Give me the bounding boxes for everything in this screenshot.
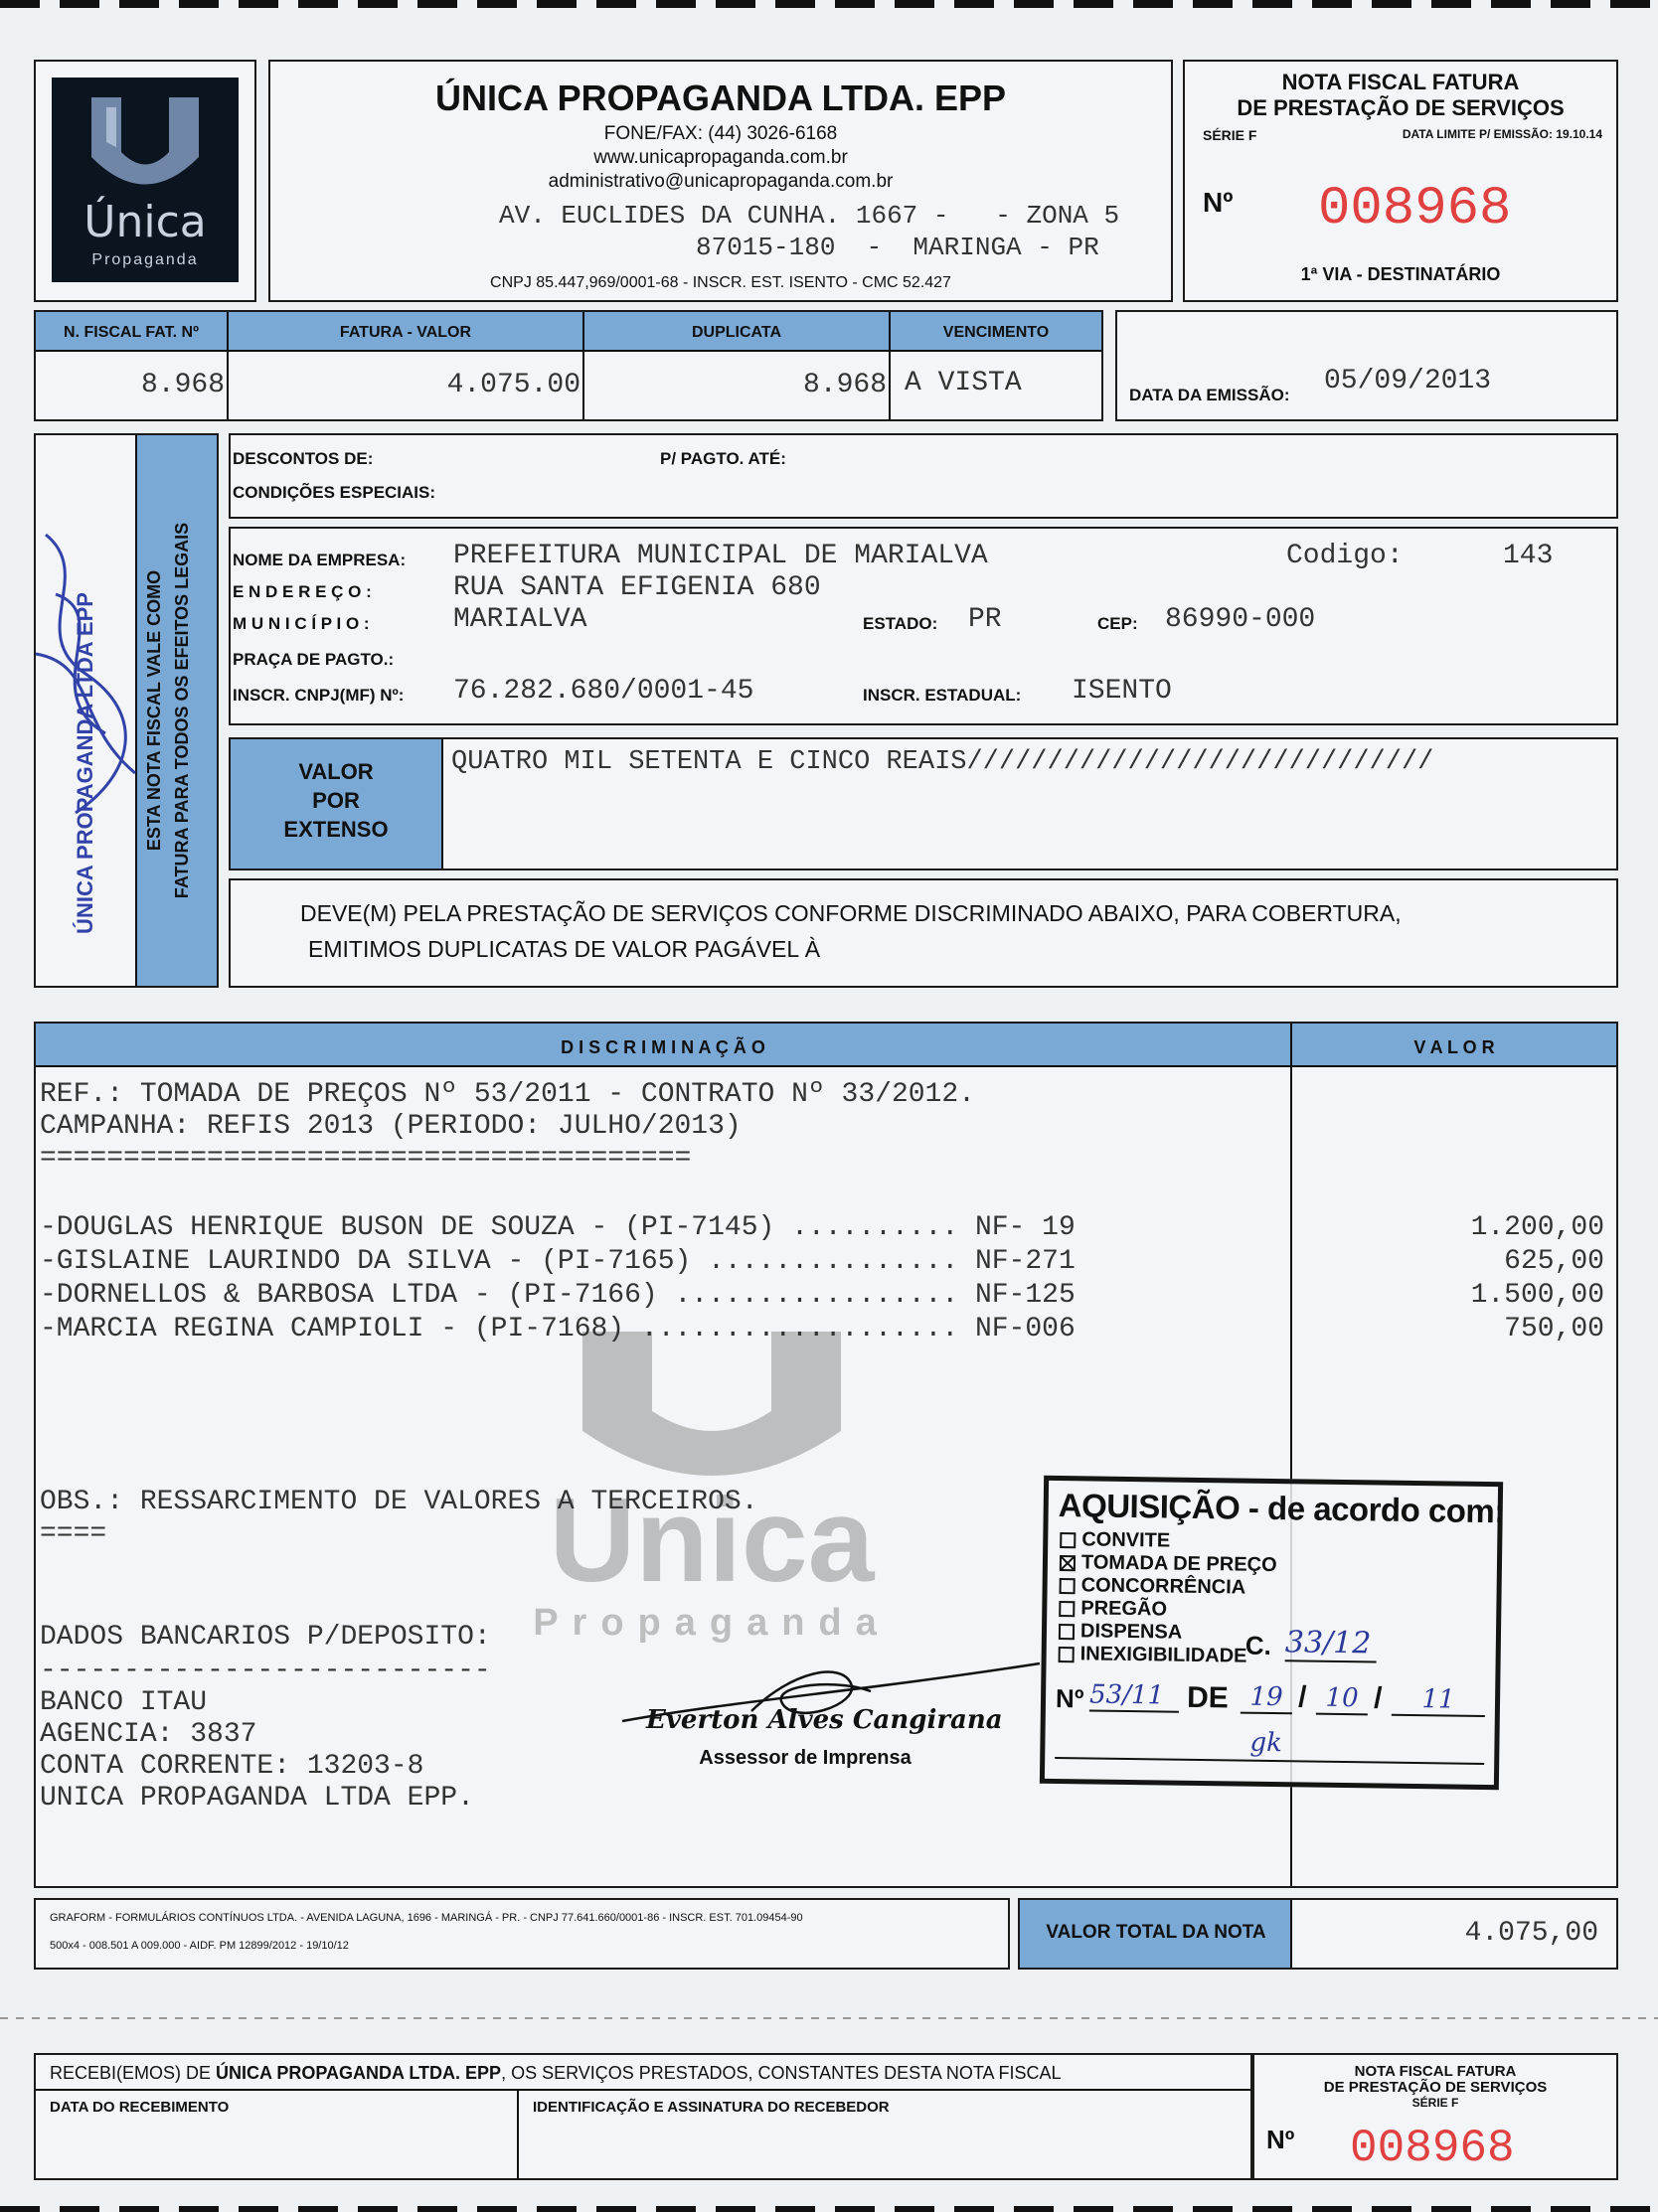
- descontos-label: DESCONTOS DE:: [233, 449, 374, 468]
- side-signature-scribble: [16, 515, 175, 833]
- cnpj-value: 76.282.680/0001-45: [453, 676, 754, 707]
- cnpj-label: INSCR. CNPJ(MF) Nº:: [233, 686, 405, 705]
- side-legal-line-2: FATURA PARA TODOS OS EFEITOS LEGAIS: [172, 522, 192, 899]
- conta-line: CONTA CORRENTE: 13203-8: [40, 1751, 424, 1782]
- client-box: [229, 527, 1618, 725]
- side-legal-box: [34, 433, 219, 988]
- invoice-number: 008968: [1318, 179, 1512, 239]
- perforation-bottom: [0, 2206, 1658, 2212]
- item-line: -DORNELLOS & BARBOSA LTDA - (PI-7166) ................. NF-125: [40, 1280, 1076, 1311]
- watermark-u-icon: [563, 1322, 861, 1481]
- aquisicao-stamp: [1040, 1476, 1506, 1790]
- side-company-stamp: ÚNICA PROPAGANDA LTDA EPP: [73, 592, 97, 934]
- company-name: ÚNICA PROPAGANDA LTDA. EPP: [434, 78, 1006, 118]
- company-logo: [52, 78, 239, 282]
- item-value: 625,00: [1504, 1246, 1604, 1277]
- invoice-title-2: DE PRESTAÇÃO DE SERVIÇOS: [1237, 95, 1565, 120]
- stamp-c-value: 33/12: [1285, 1625, 1378, 1662]
- endereco-value: RUA SANTA EFIGENIA 680: [453, 572, 821, 603]
- discriminacao-box: [34, 1022, 1618, 1888]
- perforation-top: [0, 0, 1658, 8]
- extenso-label-2: POR: [312, 788, 360, 813]
- invoice-via: 1ª VIA - DESTINATÁRIO: [1300, 264, 1501, 284]
- item-value: 1.500,00: [1470, 1280, 1604, 1311]
- col-divider-3: [889, 312, 891, 419]
- receipt-text-prefix: RECEBI(EMOS) DE: [50, 2063, 212, 2083]
- receipt-divider-h: [36, 2089, 1250, 2091]
- checkbox-icon: [1059, 1624, 1075, 1640]
- checkbox-icon: [1060, 1532, 1076, 1548]
- stamp-n-label: Nº: [1055, 1682, 1084, 1714]
- extenso-box: [229, 737, 1618, 870]
- receipt-title-1: NOTA FISCAL FATURA: [1354, 2063, 1517, 2080]
- watermark-sub: Propaganda: [533, 1602, 891, 1644]
- descontos-box: [229, 433, 1618, 519]
- side-legal-line-1: ESTA NOTA FISCAL VALE COMO: [144, 569, 164, 852]
- nome-value: PREFEITURA MUNICIPAL DE MARIALVA: [453, 541, 988, 571]
- estado-label: ESTADO:: [863, 614, 938, 633]
- col-vencimento-header: VENCIMENTO: [942, 324, 1050, 341]
- receipt-text-suffix: , OS SERVIÇOS PRESTADOS, CONSTANTES DESTA NOTA FISCAL: [501, 2063, 1062, 2083]
- condicoes-label: CONDIÇÕES ESPECIAIS:: [233, 483, 436, 502]
- company-address-1: AV. EUCLIDES DA CUNHA. 1667 - - ZONA 5: [499, 201, 1120, 231]
- campanha-line: CAMPANHA: REFIS 2013 (PERIODO: JULHO/2013): [40, 1111, 742, 1142]
- dados-bancarios-line: DADOS BANCARIOS P/DEPOSITO:: [40, 1622, 491, 1653]
- stamp-option: INEXIGIBILIDADE: [1059, 1643, 1276, 1668]
- col-divider-2: [582, 312, 584, 419]
- cep-label: CEP:: [1097, 614, 1138, 633]
- logo-box: [34, 60, 256, 302]
- stamp-title: AQUISIÇÃO - de acordo com:: [1058, 1486, 1506, 1530]
- receipt-box: [34, 2053, 1252, 2180]
- stamp-date-month: 10: [1316, 1683, 1368, 1716]
- invoice-number-label: Nº: [1203, 187, 1234, 218]
- deve-line-2: EMITIMOS DUPLICATAS DE VALOR PAGÁVEL À: [308, 936, 821, 962]
- fatura-value: 4.075.00: [446, 370, 580, 400]
- item-line: -MARCIA REGINA CAMPIOLI - (PI-7168) ................... NF-006: [40, 1314, 1076, 1344]
- nome-label: NOME DA EMPRESA:: [233, 551, 407, 569]
- stamp-de-label: DE: [1186, 1680, 1229, 1715]
- stamp-date-sep: /: [1373, 1681, 1383, 1715]
- u-logo-icon: [52, 78, 239, 197]
- summary-table: [34, 310, 1103, 421]
- signature-role: Assessor de Imprensa: [699, 1747, 912, 1769]
- municipio-value: MARIALVA: [453, 604, 587, 635]
- obs-line: OBS.: RESSARCIMENTO DE VALORES A TERCEIROS.: [40, 1487, 758, 1517]
- emissao-value: 05/09/2013: [1324, 366, 1492, 396]
- deve-line-1: DEVE(M) PELA PRESTAÇÃO DE SERVIÇOS CONFORME DISCRIMINADO ABAIXO, PARA COBERTURA,: [300, 900, 1402, 926]
- extenso-text: QUATRO MIL SETENTA E CINCO REAIS/////////////////////////////: [451, 747, 1434, 777]
- extenso-label-1: VALOR: [298, 759, 374, 784]
- separator-line: =======================================: [40, 1143, 692, 1174]
- banco-line: BANCO ITAU: [40, 1687, 208, 1718]
- col-nf-header: N. FISCAL FAT. Nº: [64, 324, 199, 341]
- identificacao-label: IDENTIFICAÇÃO E ASSINATURA DO RECEBEDOR: [533, 2099, 890, 2116]
- estado-value: PR: [968, 604, 1002, 635]
- stamp-date-sep: /: [1297, 1680, 1307, 1714]
- stamp-option: TOMADA DE PREÇO: [1060, 1551, 1277, 1577]
- extenso-label-box: [231, 739, 443, 869]
- codigo-label: Codigo:: [1286, 541, 1404, 571]
- codigo-value: 143: [1503, 541, 1554, 571]
- receipt-number: 008968: [1350, 2123, 1515, 2174]
- company-cnpj: CNPJ 85.447,969/0001-68 - INSCR. EST. ISENTO - CMC 52.427: [490, 274, 951, 291]
- col-fatura-header: FATURA - VALOR: [339, 324, 472, 341]
- stamp-option: CONCORRÊNCIA: [1059, 1574, 1276, 1600]
- checkbox-icon: [1059, 1601, 1075, 1617]
- emissao-label: DATA DA EMISSÃO:: [1129, 386, 1290, 404]
- receipt-serie: SÉRIE F: [1411, 2096, 1459, 2110]
- receipt-number-label: Nº: [1266, 2125, 1295, 2154]
- stamp-option: CONVITE: [1060, 1528, 1277, 1554]
- company-phone: FONE/FAX: (44) 3026-6168: [603, 123, 838, 144]
- checkbox-checked-icon: [1060, 1555, 1076, 1571]
- stamp-n-value: 53/11: [1089, 1679, 1179, 1712]
- item-value: 1.200,00: [1470, 1212, 1604, 1243]
- obs-separator: ====: [40, 1518, 107, 1549]
- endereco-label: E N D E R E Ç O :: [233, 582, 372, 601]
- checkbox-icon: [1059, 1647, 1075, 1662]
- extenso-label-3: EXTENSO: [283, 817, 389, 842]
- pagto-label: P/ PAGTO. ATÉ:: [660, 449, 786, 468]
- total-label: VALOR TOTAL DA NOTA: [1046, 1922, 1266, 1943]
- receipt-title-2: DE PRESTAÇÃO DE SERVIÇOS: [1323, 2079, 1548, 2096]
- receipt-text: [50, 2063, 1062, 2084]
- receipt-text-company: ÚNICA PROPAGANDA LTDA. EPP: [216, 2063, 502, 2083]
- dados-separator: ---------------------------: [40, 1656, 491, 1686]
- praca-label: PRAÇA DE PAGTO.:: [233, 650, 395, 669]
- stamp-signature-line: [1055, 1757, 1484, 1765]
- col-duplicata-header: DUPLICATA: [691, 324, 782, 341]
- company-website: www.unicapropaganda.com.br: [593, 147, 848, 168]
- checkbox-icon: [1060, 1578, 1076, 1594]
- cep-value: 86990-000: [1165, 604, 1316, 635]
- agencia-line: AGENCIA: 3837: [40, 1719, 257, 1750]
- logo-sub: Propaganda: [91, 251, 199, 268]
- stamp-option: DISPENSA: [1059, 1620, 1276, 1646]
- emissao-box: [1115, 310, 1618, 421]
- company-address-2: 87015-180 - MARINGA - PR: [696, 233, 1099, 262]
- item-line: -DOUGLAS HENRIQUE BUSON DE SOUZA - (PI-7145) .......... NF- 19: [40, 1212, 1076, 1243]
- duplicata-value: 8.968: [802, 370, 887, 400]
- company-box: [268, 60, 1173, 302]
- receipt-number-box: [1252, 2053, 1618, 2180]
- item-line: -GISLAINE LAURINDO DA SILVA - (PI-7165) ............... NF-271: [40, 1246, 1076, 1277]
- logo-word: Única: [83, 197, 207, 247]
- receipt-divider-v: [517, 2089, 519, 2178]
- printer-line-2: 500x4 - 008.501 A 009.000 - AIDF. PM 12899/2012 - 19/10/12: [50, 1940, 349, 1952]
- company-email: administrativo@unicapropaganda.com.br: [548, 171, 894, 192]
- stamp-date-year: 11: [1392, 1684, 1485, 1717]
- discriminacao-header: D I S C R I M I N A Ç Ã O: [561, 1037, 765, 1057]
- deve-box: [229, 878, 1618, 988]
- invoice-title-1: NOTA FISCAL FATURA: [1281, 70, 1520, 94]
- ie-label: INSCR. ESTADUAL:: [863, 686, 1022, 705]
- titular-line: UNICA PROPAGANDA LTDA EPP.: [40, 1783, 474, 1814]
- col-divider-1: [227, 312, 229, 419]
- ie-value: ISENTO: [1072, 676, 1172, 707]
- valor-header: V A L O R: [1413, 1037, 1495, 1057]
- invoice-number-box: [1183, 60, 1618, 302]
- municipio-label: M U N I C Í P I O :: [233, 614, 370, 633]
- stamp-initials: gk: [1249, 1727, 1283, 1759]
- total-value: 4.075,00: [1464, 1918, 1598, 1949]
- printer-box: [34, 1898, 1010, 1970]
- vencimento-value: A VISTA: [905, 368, 1022, 398]
- watermark-word: Unica: [549, 1474, 875, 1607]
- data-recebimento-label: DATA DO RECEBIMENTO: [50, 2099, 230, 2116]
- perforation-middle: [0, 2017, 1658, 2019]
- stamp-date-day: 19: [1241, 1682, 1292, 1715]
- invoice-date-limit: DATA LIMITE P/ EMISSÃO: 19.10.14: [1402, 127, 1602, 141]
- stamp-c-label: C.: [1244, 1630, 1272, 1660]
- signature-name: Everton Alves Cangirana: [646, 1705, 1003, 1735]
- stamp-option: PREGÃO: [1059, 1597, 1276, 1623]
- invoice-serie: SÉRIE F: [1203, 127, 1257, 143]
- item-value: 750,00: [1504, 1314, 1604, 1344]
- nf-value: 8.968: [140, 370, 225, 400]
- ref-line: REF.: TOMADA DE PREÇOS Nº 53/2011 - CONTRATO Nº 33/2012.: [40, 1079, 975, 1110]
- printer-line-1: GRAFORM - FORMULÁRIOS CONTÍNUOS LTDA. - AVENIDA LAGUNA, 1696 - MARINGÁ - PR. - CNPJ 77.641.660/0001-86 - INSCR. EST. 701.09454-90: [50, 1912, 803, 1924]
- total-box: [1018, 1898, 1618, 1970]
